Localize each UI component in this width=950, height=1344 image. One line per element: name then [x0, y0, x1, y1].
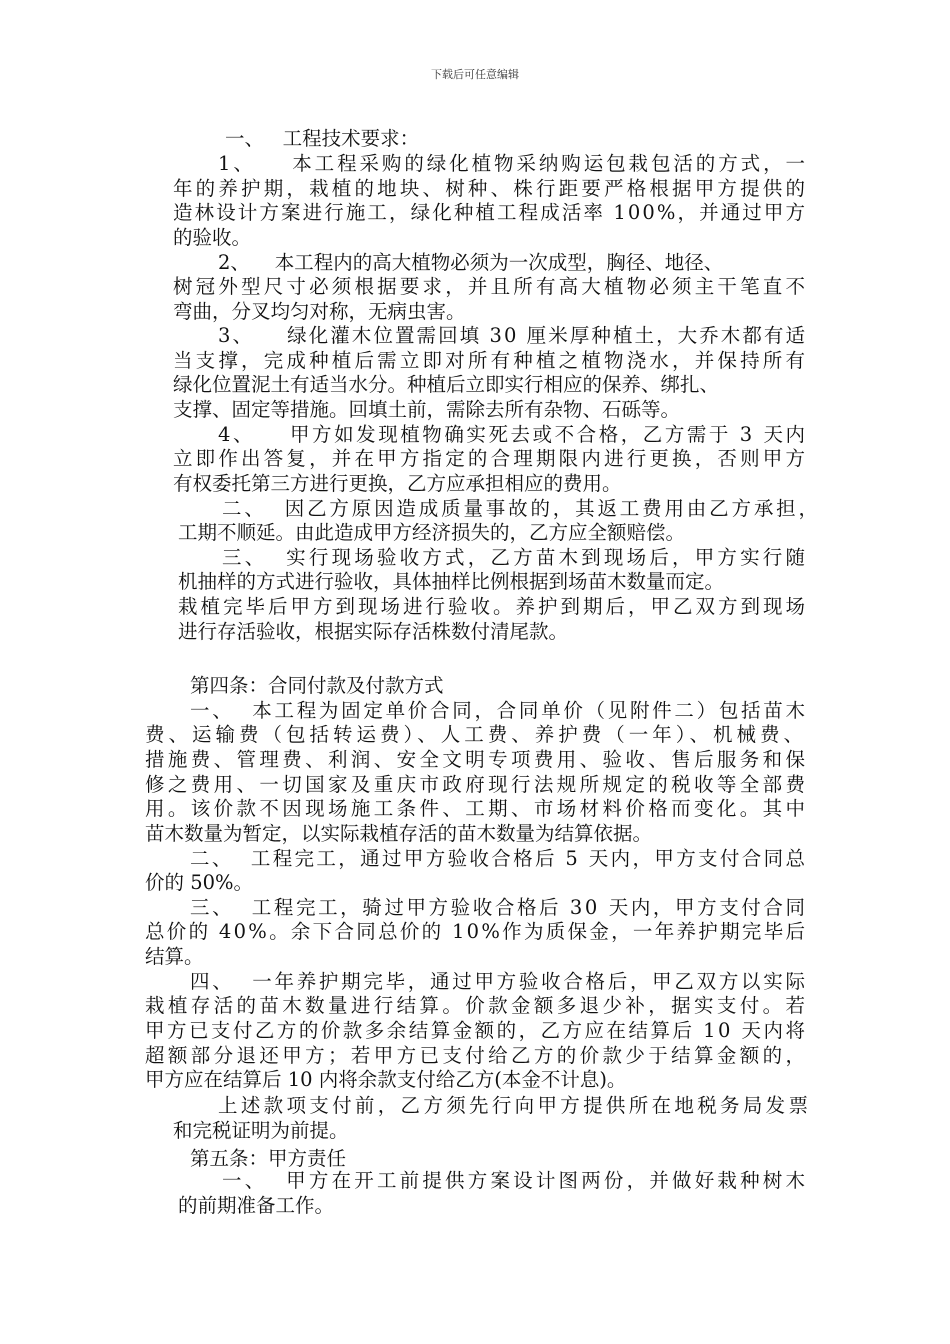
page-header: 下载后可任意编辑 [431, 68, 519, 81]
text-line: 甲方已支付乙方的价款多余结算金额的，乙方应在结算后 10 天内将 [145, 1019, 808, 1042]
text-line: 四、 一年养护期完毕，通过甲方验收合格后，甲乙双方以实际 [190, 970, 808, 993]
text-line: 和完税证明为前提。 [173, 1119, 349, 1142]
text-line: 工期不顺延。由此造成甲方经济损失的，乙方应全额赔偿。 [178, 521, 686, 544]
text-line: 立即作出答复，并在甲方指定的合理期限内进行更换，否则甲方 [173, 447, 809, 470]
text-line: 1、 本工程采购的绿化植物采纳购运包栽包活的方式，一 [218, 152, 808, 175]
text-line: 措施费、管理费、利润、安全文明专项费用、验收、售后服务和保 [145, 748, 809, 771]
text-line: 栽植存活的苗木数量进行结算。价款金额多退少补，据实支付。若 [145, 994, 809, 1017]
text-line: 第五条：甲方责任 [190, 1147, 347, 1170]
text-line: 超额部分退还甲方；若甲方已支付给乙方的价款少于结算金额的， [145, 1044, 809, 1067]
text-line: 一、 工程技术要求： [225, 127, 420, 150]
text-line: 4、 甲方如发现植物确实死去或不合格，乙方需于 3 天内 [218, 423, 808, 446]
text-line: 甲方应在结算后 10 内将余款支付给乙方(本金不计息)。 [145, 1068, 627, 1091]
text-line: 有权委托第三方进行更换，乙方应承担相应的费用。 [173, 472, 622, 495]
text-line: 支撑、固定等措施。回填土前，需除去所有杂物、石砾等。 [173, 398, 681, 421]
text-line: 二、 工程完工，通过甲方验收合格后 5 天内，甲方支付合同总 [190, 847, 808, 870]
text-line: 栽植完毕后甲方到现场进行验收。养护到期后，甲乙双方到现场 [178, 595, 808, 618]
text-line: 三、 实行现场验收方式，乙方苗木到现场后，甲方实行随 [222, 546, 809, 569]
text-line: 机抽样的方式进行验收，具体抽样比例根据到场苗木数量而定。 [178, 570, 725, 593]
text-line: 用。该价款不因现场施工条件、工期、市场材料价格而变化。其中 [145, 797, 809, 820]
text-line: 修之费用、一切国家及重庆市政府现行法规所规定的税收等全部费 [145, 773, 809, 796]
text-line: 第四条：合同付款及付款方式 [190, 674, 444, 697]
text-line: 总价的 40%。余下合同总价的 10%作为质保金，一年养护期完毕后 [145, 920, 808, 943]
text-line: 的验收。 [173, 226, 252, 249]
text-line: 绿化位置泥土有适当水分。种植后立即实行相应的保养、绑扎、 [173, 373, 720, 396]
text-line: 上述款项支付前，乙方须先行向甲方提供所在地税务局发票 [218, 1094, 812, 1117]
text-line: 进行存活验收，根据实际存活株数付清尾款。 [178, 620, 569, 643]
text-line: 费、运输费（包括转运费）、人工费、养护费（一年）、机械费、 [145, 723, 808, 746]
text-line: 弯曲，分叉均匀对称，无病虫害。 [173, 300, 466, 323]
text-line: 一、 甲方在开工前提供方案设计图两份，并做好栽种树木 [222, 1169, 809, 1192]
text-line: 年的养护期，栽植的地块、树种、株行距要严格根据甲方提供的 [173, 177, 809, 200]
text-line: 结算。 [145, 945, 204, 968]
text-line: 3、 绿化灌木位置需回填 30 厘米厚种植土，大乔木都有适 [218, 324, 808, 347]
text-line: 苗木数量为暂定，以实际栽植存活的苗木数量为结算依据。 [145, 822, 653, 845]
text-line: 二、 因乙方原因造成质量事故的，其返工费用由乙方承担， [222, 497, 821, 520]
text-line: 三、 工程完工，骑过甲方验收合格后 30 天内，甲方支付合同 [190, 896, 808, 919]
text-line: 造林设计方案进行施工，绿化种植工程成活率 100%，并通过甲方 [173, 201, 808, 224]
text-line: 一、 本工程为固定单价合同，合同单价（见附件二）包括苗木 [190, 699, 808, 722]
text-line: 树冠外型尺寸必须根据要求，并且所有高大植物必须主干笔直不 [173, 275, 809, 298]
text-line: 价的 50%。 [145, 871, 254, 894]
text-line: 的前期准备工作。 [178, 1194, 335, 1217]
text-line: 当支撑，完成种植后需立即对所有种植之植物浇水，并保持所有 [173, 349, 809, 372]
text-line: 2、 本工程内的高大植物必须为一次成型，胸径、地径、 [218, 251, 724, 274]
